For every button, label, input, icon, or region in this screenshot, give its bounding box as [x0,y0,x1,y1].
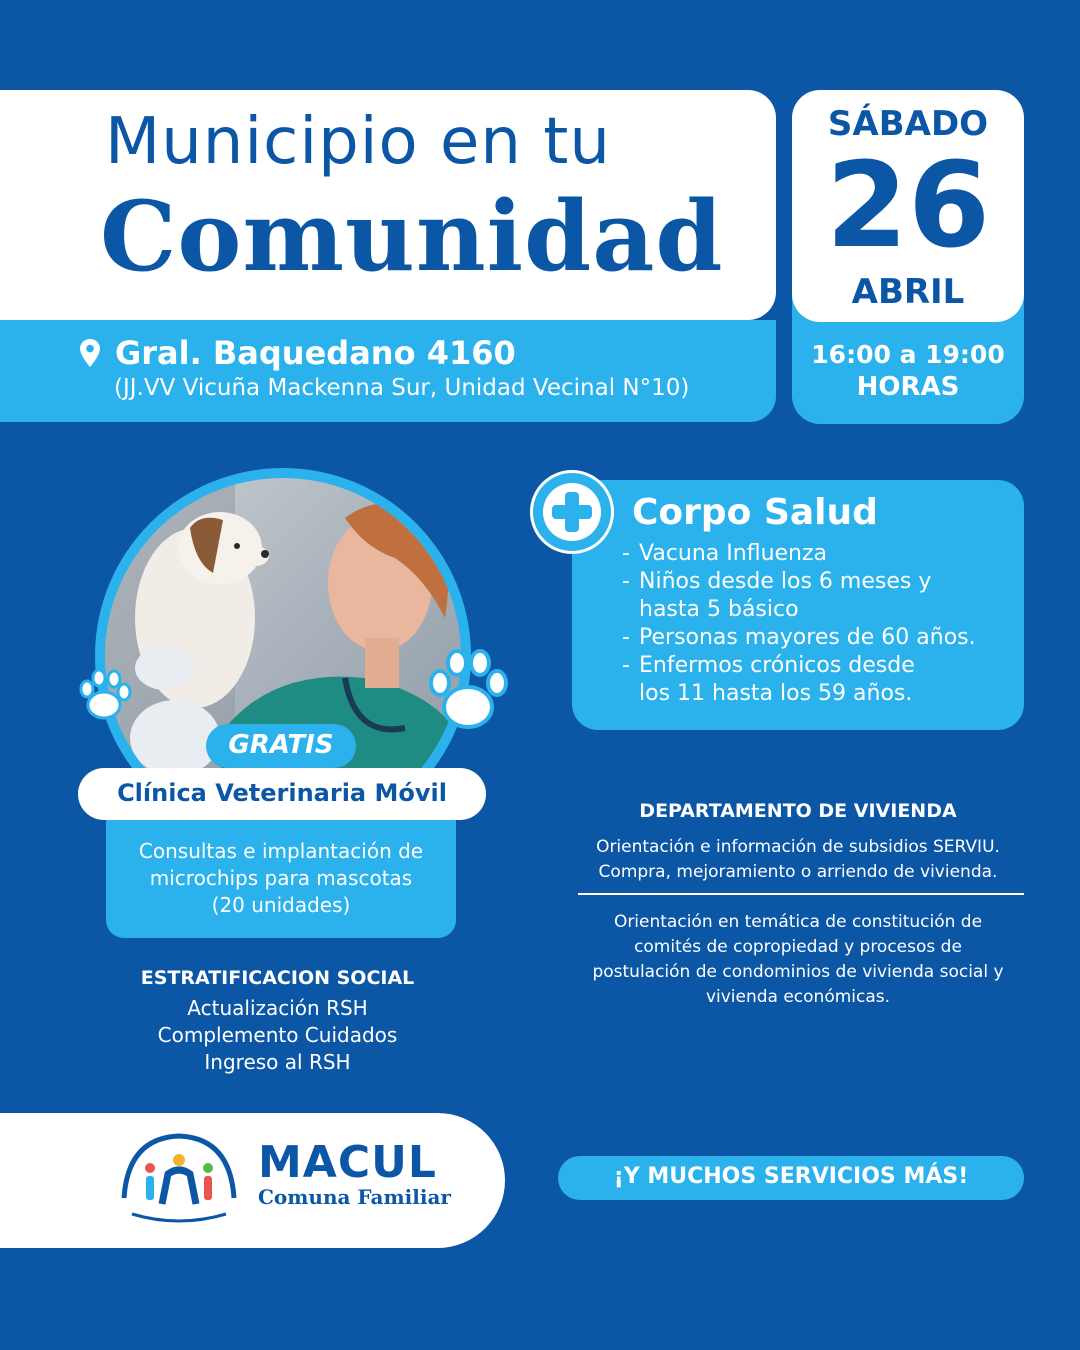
vet-description [106,838,456,919]
logo-tagline: Comuna Familiar [258,1185,451,1209]
title-line-2: Comunidad [100,180,724,293]
salud-item-text: Vacuna Influenza [639,541,828,566]
vivienda-desc-line: comités de copropiedad y procesos de [634,937,962,957]
date-day-number: 26 [825,136,991,274]
vivienda-desc-line: vivienda económicas. [705,987,891,1007]
more-services-label: ¡Y MUCHOS SERVICIOS MÁS! [613,1164,969,1189]
vivienda-desc-line: Orientación e información de subsidios SERVIU. [596,837,1000,857]
salud-item-text: Personas mayores de 60 años. [639,625,976,650]
vet-description-line: (20 unidades) [211,893,351,917]
macul-logo-icon [118,1128,240,1224]
free-badge-label: GRATIS [228,730,334,760]
strat-list [95,995,460,1076]
salud-item: - Niños desde los 6 meses y hasta 5 básico [622,569,932,622]
vivienda-desc-line: Orientación en temática de constitución de [613,912,983,932]
strat-item: Complemento Cuidados [157,1023,398,1047]
title-line-1: Municipio en tu [105,105,611,179]
divider [578,893,1024,895]
address-main: Gral. Baquedano 4160 [115,334,516,372]
vet-description-line: microchips para mascotas [149,866,413,890]
paw-icon [422,645,514,737]
salud-item: - Vacuna Influenza [622,541,828,566]
salud-item: - Personas mayores de 60 años. [622,625,976,650]
logo-name: MACUL [258,1137,437,1188]
salud-item-text: Enfermos crónicos desde los 11 hasta los 59 años. [639,653,915,706]
vivienda-desc-2 [572,910,1024,1010]
time-unit: HORAS [856,372,960,402]
date-weekday: SÁBADO [827,104,989,144]
salud-item: - Enfermos crónicos desde los 11 hasta los 59 años. [622,653,915,706]
paw-icon [72,665,132,725]
address-detail: (JJ.VV Vicuña Mackenna Sur, Unidad Vecinal N°10) [114,375,690,401]
vivienda-desc-1 [572,835,1024,885]
salud-list [622,540,976,708]
time-range: 16:00 a 19:00 [811,340,1005,369]
salud-item-text: Niños desde los 6 meses y hasta 5 básico [639,569,932,622]
plus-icon [541,481,603,543]
vivienda-title: DEPARTAMENTO DE VIVIENDA [639,800,957,822]
location-pin-icon [80,339,100,367]
salud-title: Corpo Salud [632,492,878,533]
vet-description-line: Consultas e implantación de [138,839,424,863]
vivienda-desc-line: postulación de condominios de vivienda social y [592,962,1004,982]
date-month: ABRIL [851,272,965,312]
strat-item: Ingreso al RSH [204,1050,351,1074]
strat-title: ESTRATIFICACION SOCIAL [140,967,415,989]
vivienda-desc-line: Compra, mejoramiento o arriendo de vivienda. [598,862,998,882]
vet-title: Clínica Veterinaria Móvil [117,779,447,807]
strat-item: Actualización RSH [187,996,368,1020]
